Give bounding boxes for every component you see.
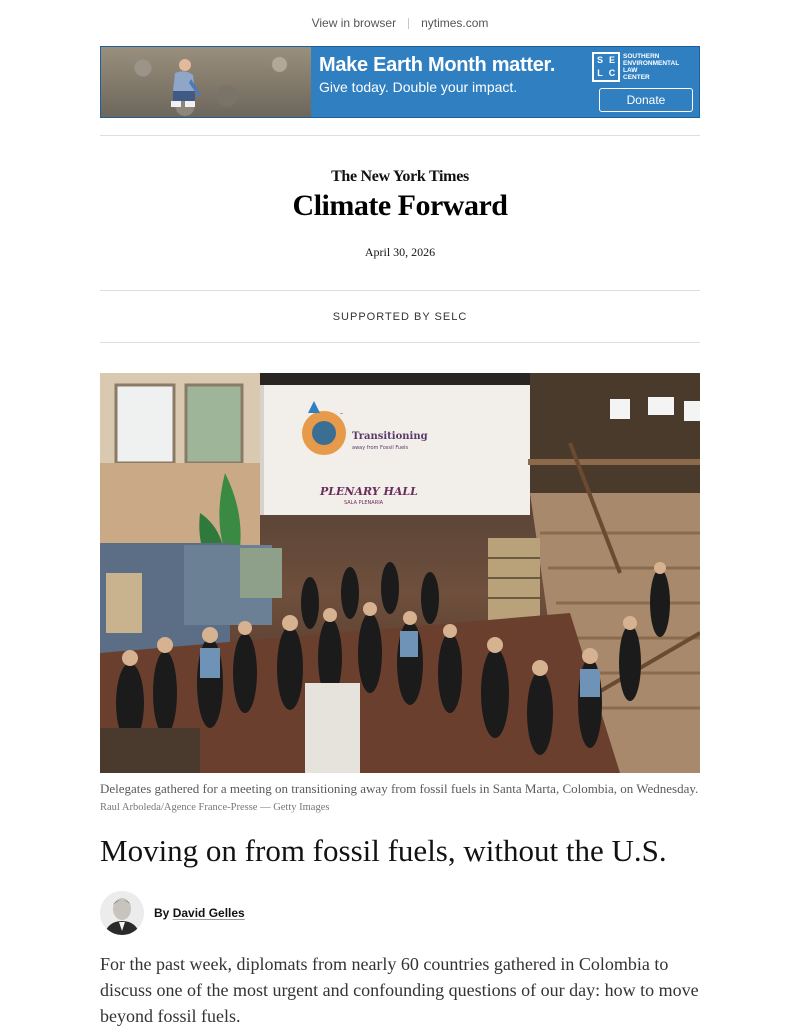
ad-headline: Make Earth Month matter. [319,54,556,76]
byline-text [154,906,245,920]
sign-plenary-hall: PLENARY HALL [320,485,418,498]
selc-name: SOUTHERN ENVIRONMENTAL LAW CENTER [623,53,680,81]
sign-subtitle: away from Fossil Fuels [352,445,409,451]
byline-prefix: By [154,905,170,920]
nav-divider [408,18,409,29]
divider [100,135,700,136]
nyt-logo[interactable]: The New York Times [331,168,469,185]
article-body: For the past week, diplomats from nearly 60 countries gathered in Colombia to discuss one of the most urgent and confounding questions of our day: how to move beyond fossil fuels. [100,953,699,1026]
divider [100,342,700,343]
photo-credit: Raul Arboleda/Agence France-Presse — Getty Images [100,802,330,813]
child-figure-icon [165,57,201,109]
person-icon [100,891,144,935]
hero-photo[interactable] [100,373,700,773]
photo-caption [100,780,700,816]
email-container [100,0,700,1029]
sign-transitioning: Transitioning [352,431,428,442]
caption-text: Delegates gathered for a meeting on transitioning away from fossil fuels in Santa Marta, Colombia, on Wednesday. [100,781,699,796]
newsletter-title: Climate Forward [292,189,508,222]
ad-right [593,47,699,117]
author-avatar [100,891,144,935]
ad-text [311,47,593,117]
top-nav [100,0,700,46]
selc-logo [592,52,693,82]
nytimes-link[interactable]: nytimes.com [421,16,489,30]
article-headline[interactable]: Moving on from fossil fuels, without the U.S. [100,833,667,868]
issue-date: April 30, 2026 [364,245,436,259]
ad-subline: Give today. Double your impact. [319,79,518,95]
masthead [100,168,700,260]
sponsor-label: SUPPORTED BY SELC [332,310,468,323]
ad-photo [101,47,311,117]
selc-mark-icon: S E L C [592,52,620,82]
author-link[interactable]: David Gelles [172,905,245,920]
conference-hall-illustration [100,373,700,773]
byline [100,891,700,935]
ad-banner[interactable] [100,46,700,118]
donate-button[interactable]: Donate [599,88,693,112]
view-in-browser-link[interactable]: View in browser [311,16,397,30]
sign-sala-plenaria: SALA PLENARIA [344,500,384,506]
